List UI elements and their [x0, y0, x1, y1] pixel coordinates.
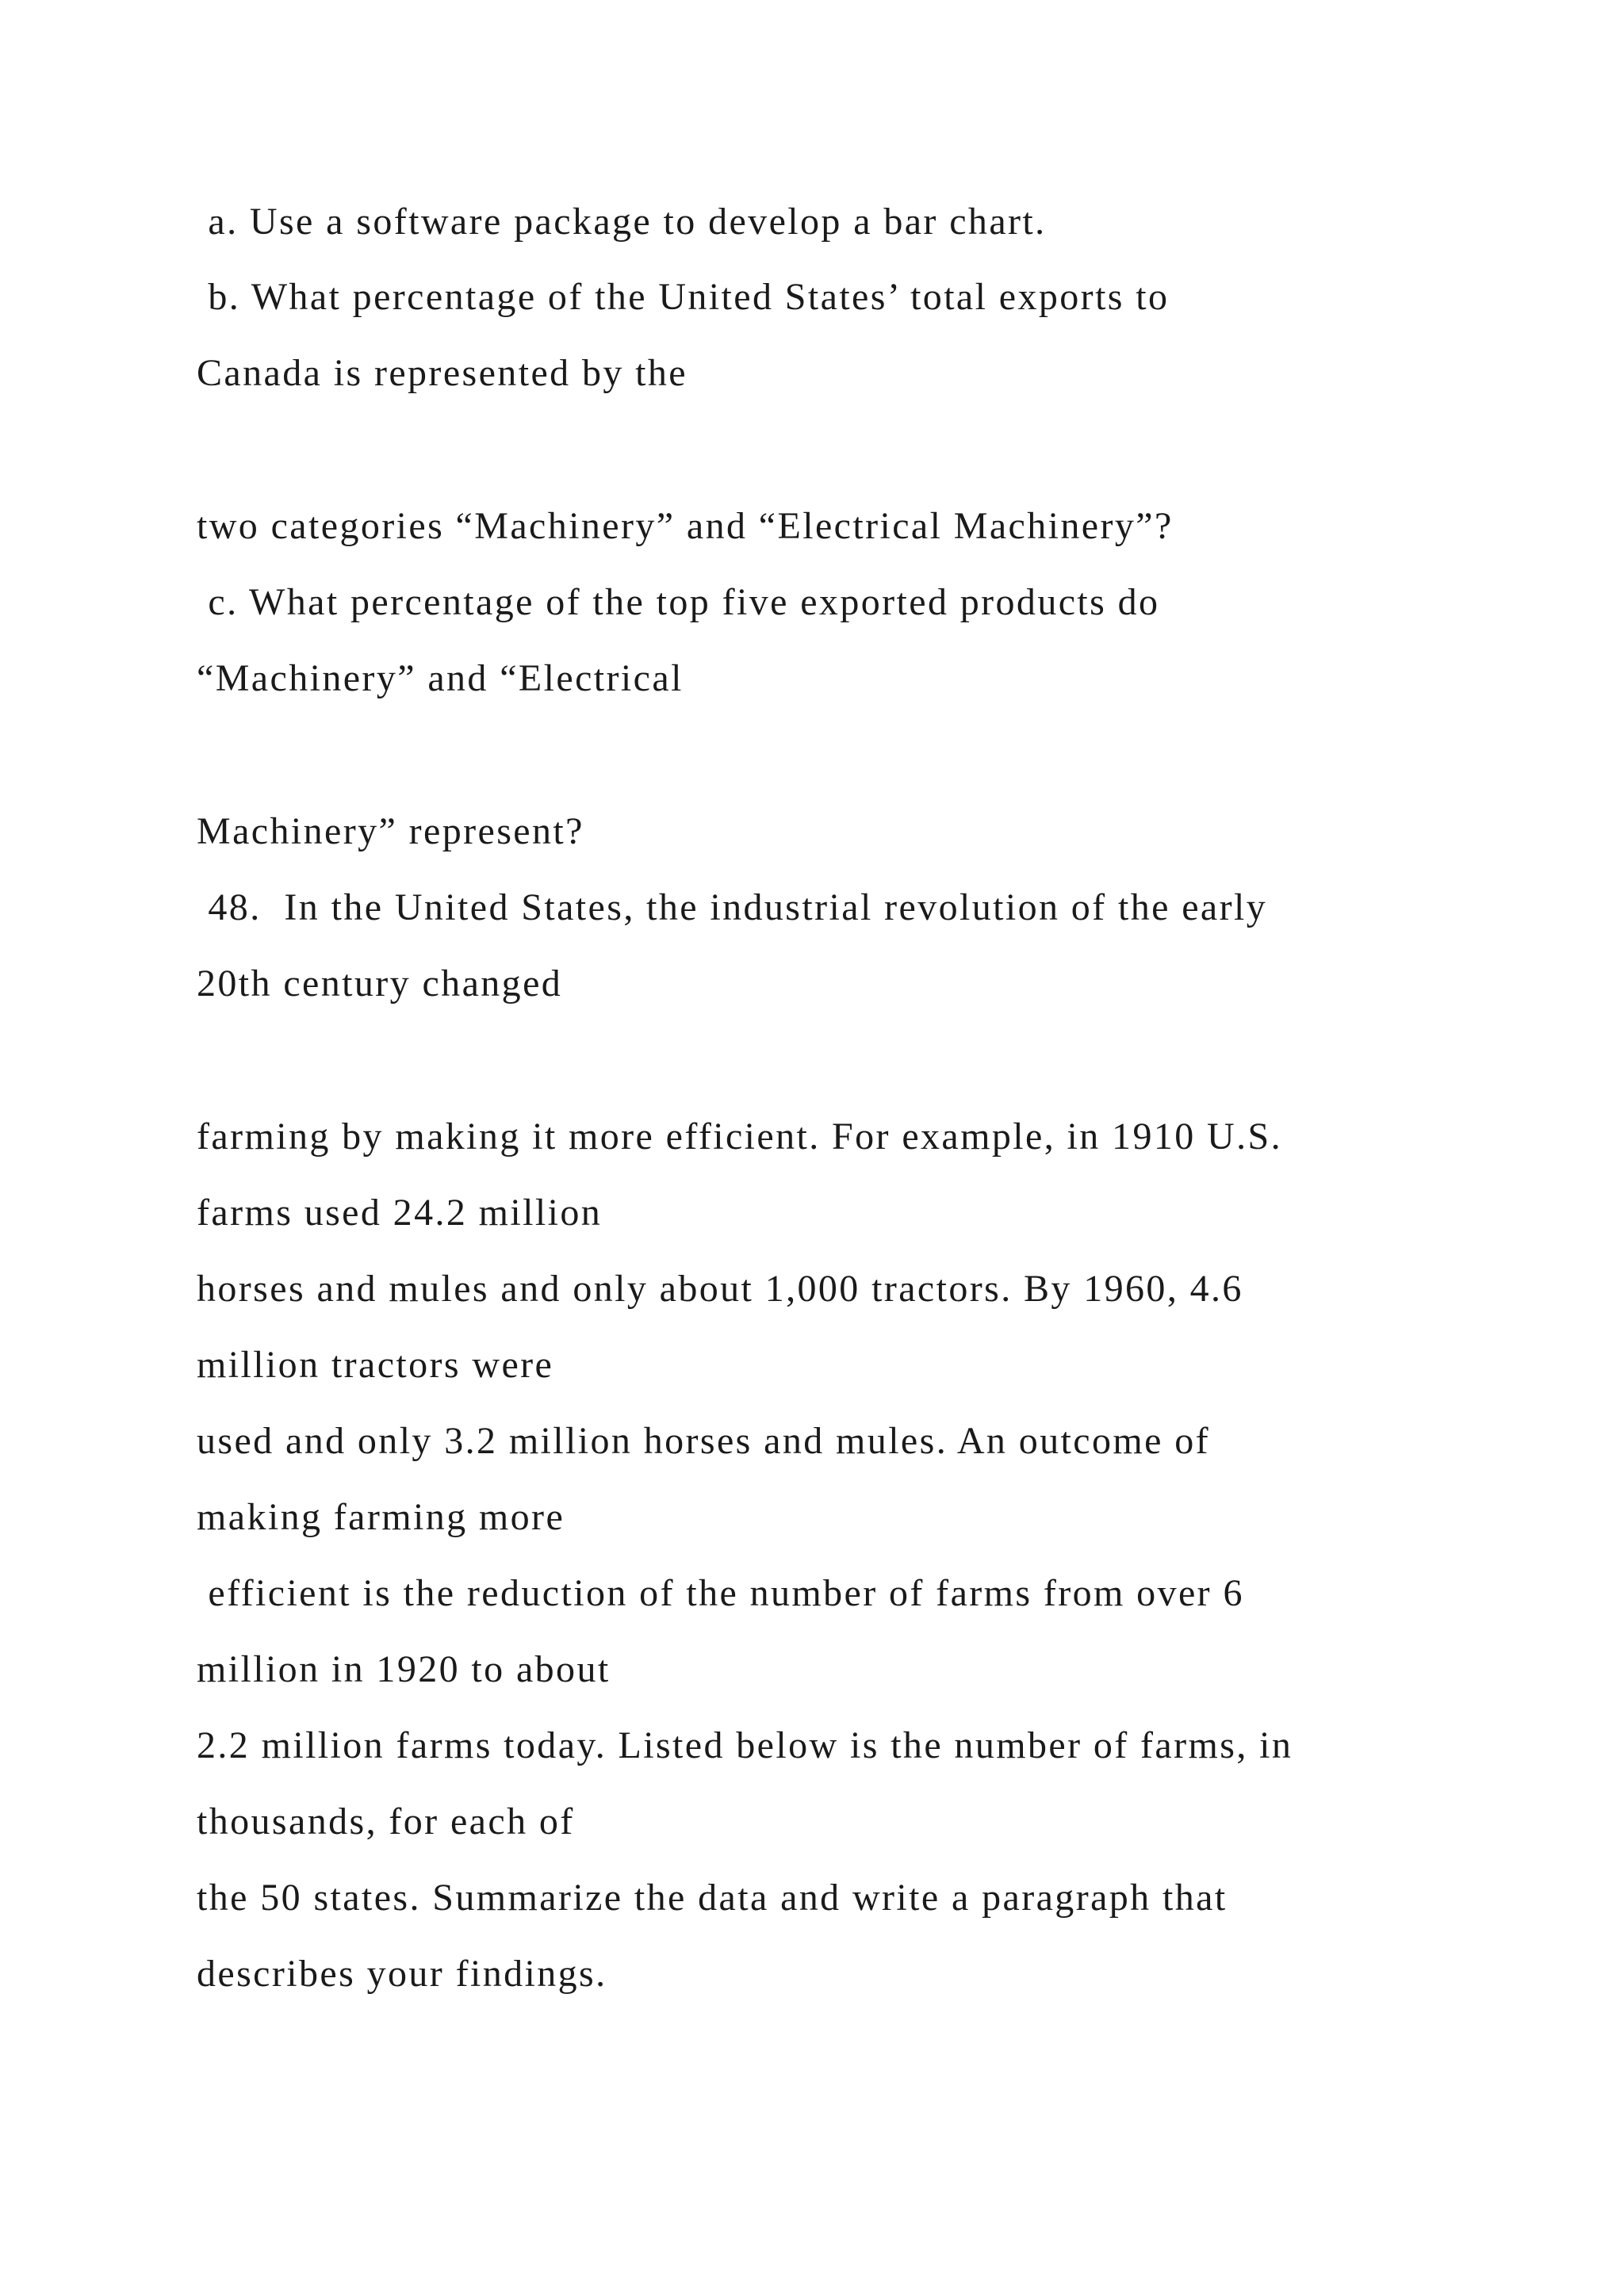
question-c-text: c. What percentage of the top five exported products do — [197, 581, 1160, 623]
problem-48-paragraph-line: the 50 states. Summarize the data and write a paragraph that — [197, 1877, 1228, 1919]
problem-48-paragraph-line: used and only 3.2 million horses and mules. An outcome of — [197, 1420, 1210, 1462]
problem-48-paragraph-line: 2.2 million farms today. Listed below is the number of farms, in — [197, 1724, 1293, 1766]
problem-48-paragraph-line: horses and mules and only about 1,000 tractors. By 1960, 4.6 — [197, 1268, 1243, 1310]
problem-48-paragraph-line: million in 1920 to about — [197, 1648, 611, 1690]
question-b-text-cont: Canada is represented by the — [197, 352, 688, 394]
problem-48-paragraph-line: efficient is the reduction of the number of farms from over 6 — [197, 1572, 1244, 1614]
question-a-text: a. Use a software package to develop a bar chart. — [197, 201, 1047, 243]
problem-48-paragraph-line: million tractors were — [197, 1344, 554, 1386]
problem-48-text: 48. In the United States, the industrial revolution of the early — [197, 886, 1268, 928]
problem-48-paragraph-line: describes your findings. — [197, 1953, 607, 1995]
problem-48-paragraph-line: thousands, for each of — [197, 1800, 575, 1843]
question-c-text-cont-2: Machinery” represent? — [197, 810, 584, 852]
problem-48-text-cont: 20th century changed — [197, 962, 563, 1004]
problem-48-paragraph-line: farming by making it more efficient. For example, in 1910 U.S. — [197, 1115, 1283, 1158]
question-b-text: b. What percentage of the United States’ total exports to — [197, 276, 1170, 318]
question-b-text-cont-2: two categories “Machinery” and “Electrical Machinery”? — [197, 505, 1174, 547]
problem-48-paragraph-line: making farming more — [197, 1496, 565, 1538]
question-c-text-cont: “Machinery” and “Electrical — [197, 657, 684, 699]
problem-48-paragraph-line: farms used 24.2 million — [197, 1192, 603, 1234]
